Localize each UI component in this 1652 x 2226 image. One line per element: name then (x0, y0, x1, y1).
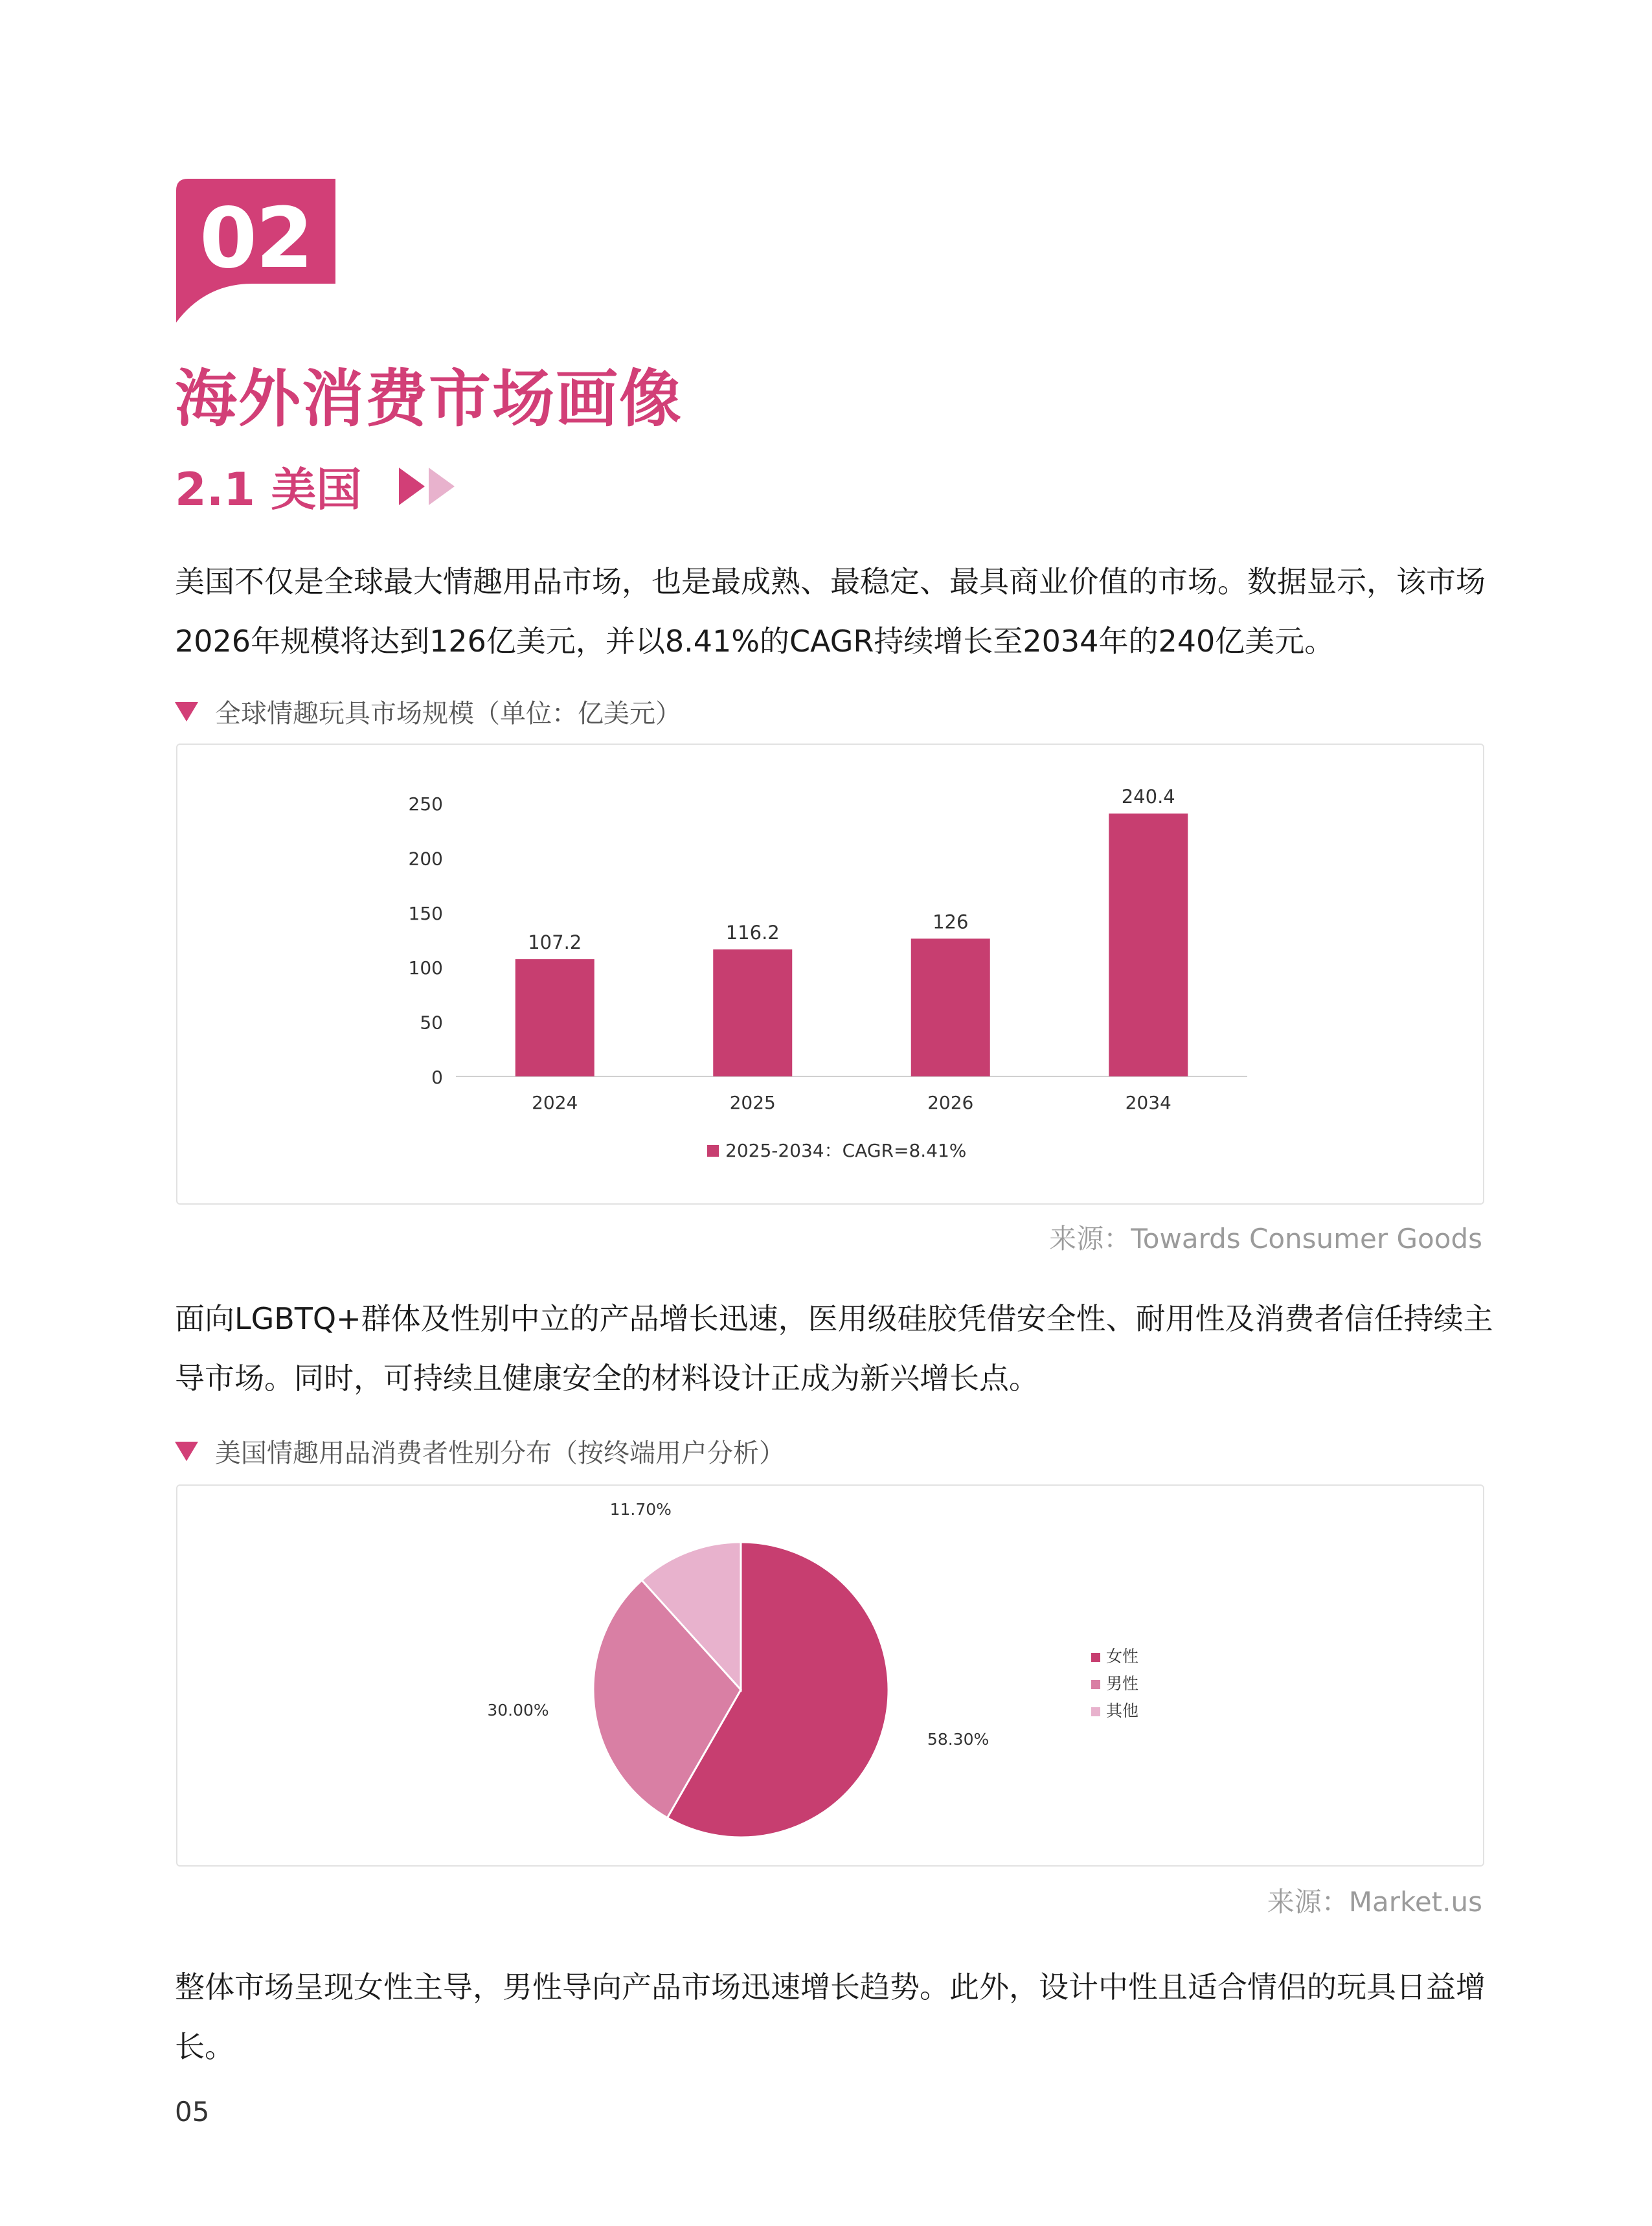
page-number: 05 (175, 2096, 210, 2128)
double-play-arrow-icon (395, 464, 466, 509)
y-tick-label: 250 (408, 793, 443, 815)
x-tick-label: 2024 (532, 1092, 578, 1113)
legend-label: 其他 (1106, 1701, 1139, 1720)
section-subtitle (175, 453, 466, 519)
bar (515, 959, 594, 1076)
chart2-source: 来源：Market.us (1267, 1886, 1482, 1918)
legend-swatch (1091, 1653, 1100, 1662)
bar-chart-panel (176, 744, 1484, 1205)
bar-value-label: 116.2 (725, 921, 780, 944)
x-tick-label: 2034 (1125, 1092, 1171, 1113)
page-title: 海外消费市场画像 (175, 363, 683, 435)
y-tick-label: 100 (408, 957, 443, 979)
bar (1109, 813, 1188, 1076)
bar-value-label: 126 (933, 911, 969, 933)
paragraph-2: 面向LGBTQ+群体及性别中立的产品增长迅速，医用级硅胶凭借安全性、耐用性及消费者信任持续主导市场。同时，可持续且健康安全的材料设计正成为新兴增长点。 (175, 1301, 1493, 1396)
bar-chart (177, 745, 1483, 1203)
pie-value-label: 58.30% (927, 1729, 990, 1749)
legend-swatch (1091, 1707, 1100, 1716)
chart2-caption (175, 1433, 785, 1470)
bar (911, 938, 990, 1076)
chart2-caption-text: 美国情趣用品消费者性别分布（按终端用户分析） (215, 1438, 785, 1468)
y-tick-label: 200 (408, 848, 443, 870)
triangle-down-icon (175, 1442, 198, 1461)
subtitle-text: 2.1 美国 (175, 463, 362, 516)
y-tick-label: 0 (431, 1067, 443, 1088)
legend-swatch (707, 1145, 719, 1157)
pie-value-label: 11.70% (609, 1499, 672, 1519)
pie-chart (177, 1486, 1483, 1865)
legend-swatch (1091, 1680, 1100, 1689)
pie-chart-panel (176, 1484, 1484, 1867)
chart1-caption (175, 693, 681, 730)
section-number-badge (176, 179, 335, 323)
bar-value-label: 107.2 (528, 931, 582, 954)
bar (713, 949, 792, 1076)
chart1-caption-text: 全球情趣玩具市场规模（单位：亿美元） (215, 699, 681, 729)
paragraph-3: 整体市场呈现女性主导，男性导向产品市场迅速增长趋势。此外，设计中性且适合情侣的玩具日益增长。 (175, 1970, 1486, 2064)
x-tick-label: 2026 (927, 1092, 974, 1113)
section-number: 02 (199, 190, 313, 287)
chart1-source: 来源：Towards Consumer Goods (1049, 1223, 1482, 1255)
y-tick-label: 150 (408, 902, 443, 924)
paragraph-1: 美国不仅是全球最大情趣用品市场，也是最成熟、最稳定、最具商业价值的市场。数据显示，该市场2026年规模将达到126亿美元，并以8.41%的CAGR持续增长至2034年的240亿美元。 (175, 564, 1486, 659)
legend-label: 2025-2034：CAGR=8.41% (725, 1140, 967, 1161)
y-tick-label: 50 (420, 1012, 443, 1034)
legend-label: 女性 (1106, 1647, 1139, 1666)
legend-label: 男性 (1106, 1674, 1139, 1693)
triangle-down-icon (175, 702, 198, 721)
pie-value-label: 30.00% (487, 1700, 549, 1720)
bar-value-label: 240.4 (1121, 786, 1175, 808)
x-tick-label: 2025 (729, 1092, 776, 1113)
